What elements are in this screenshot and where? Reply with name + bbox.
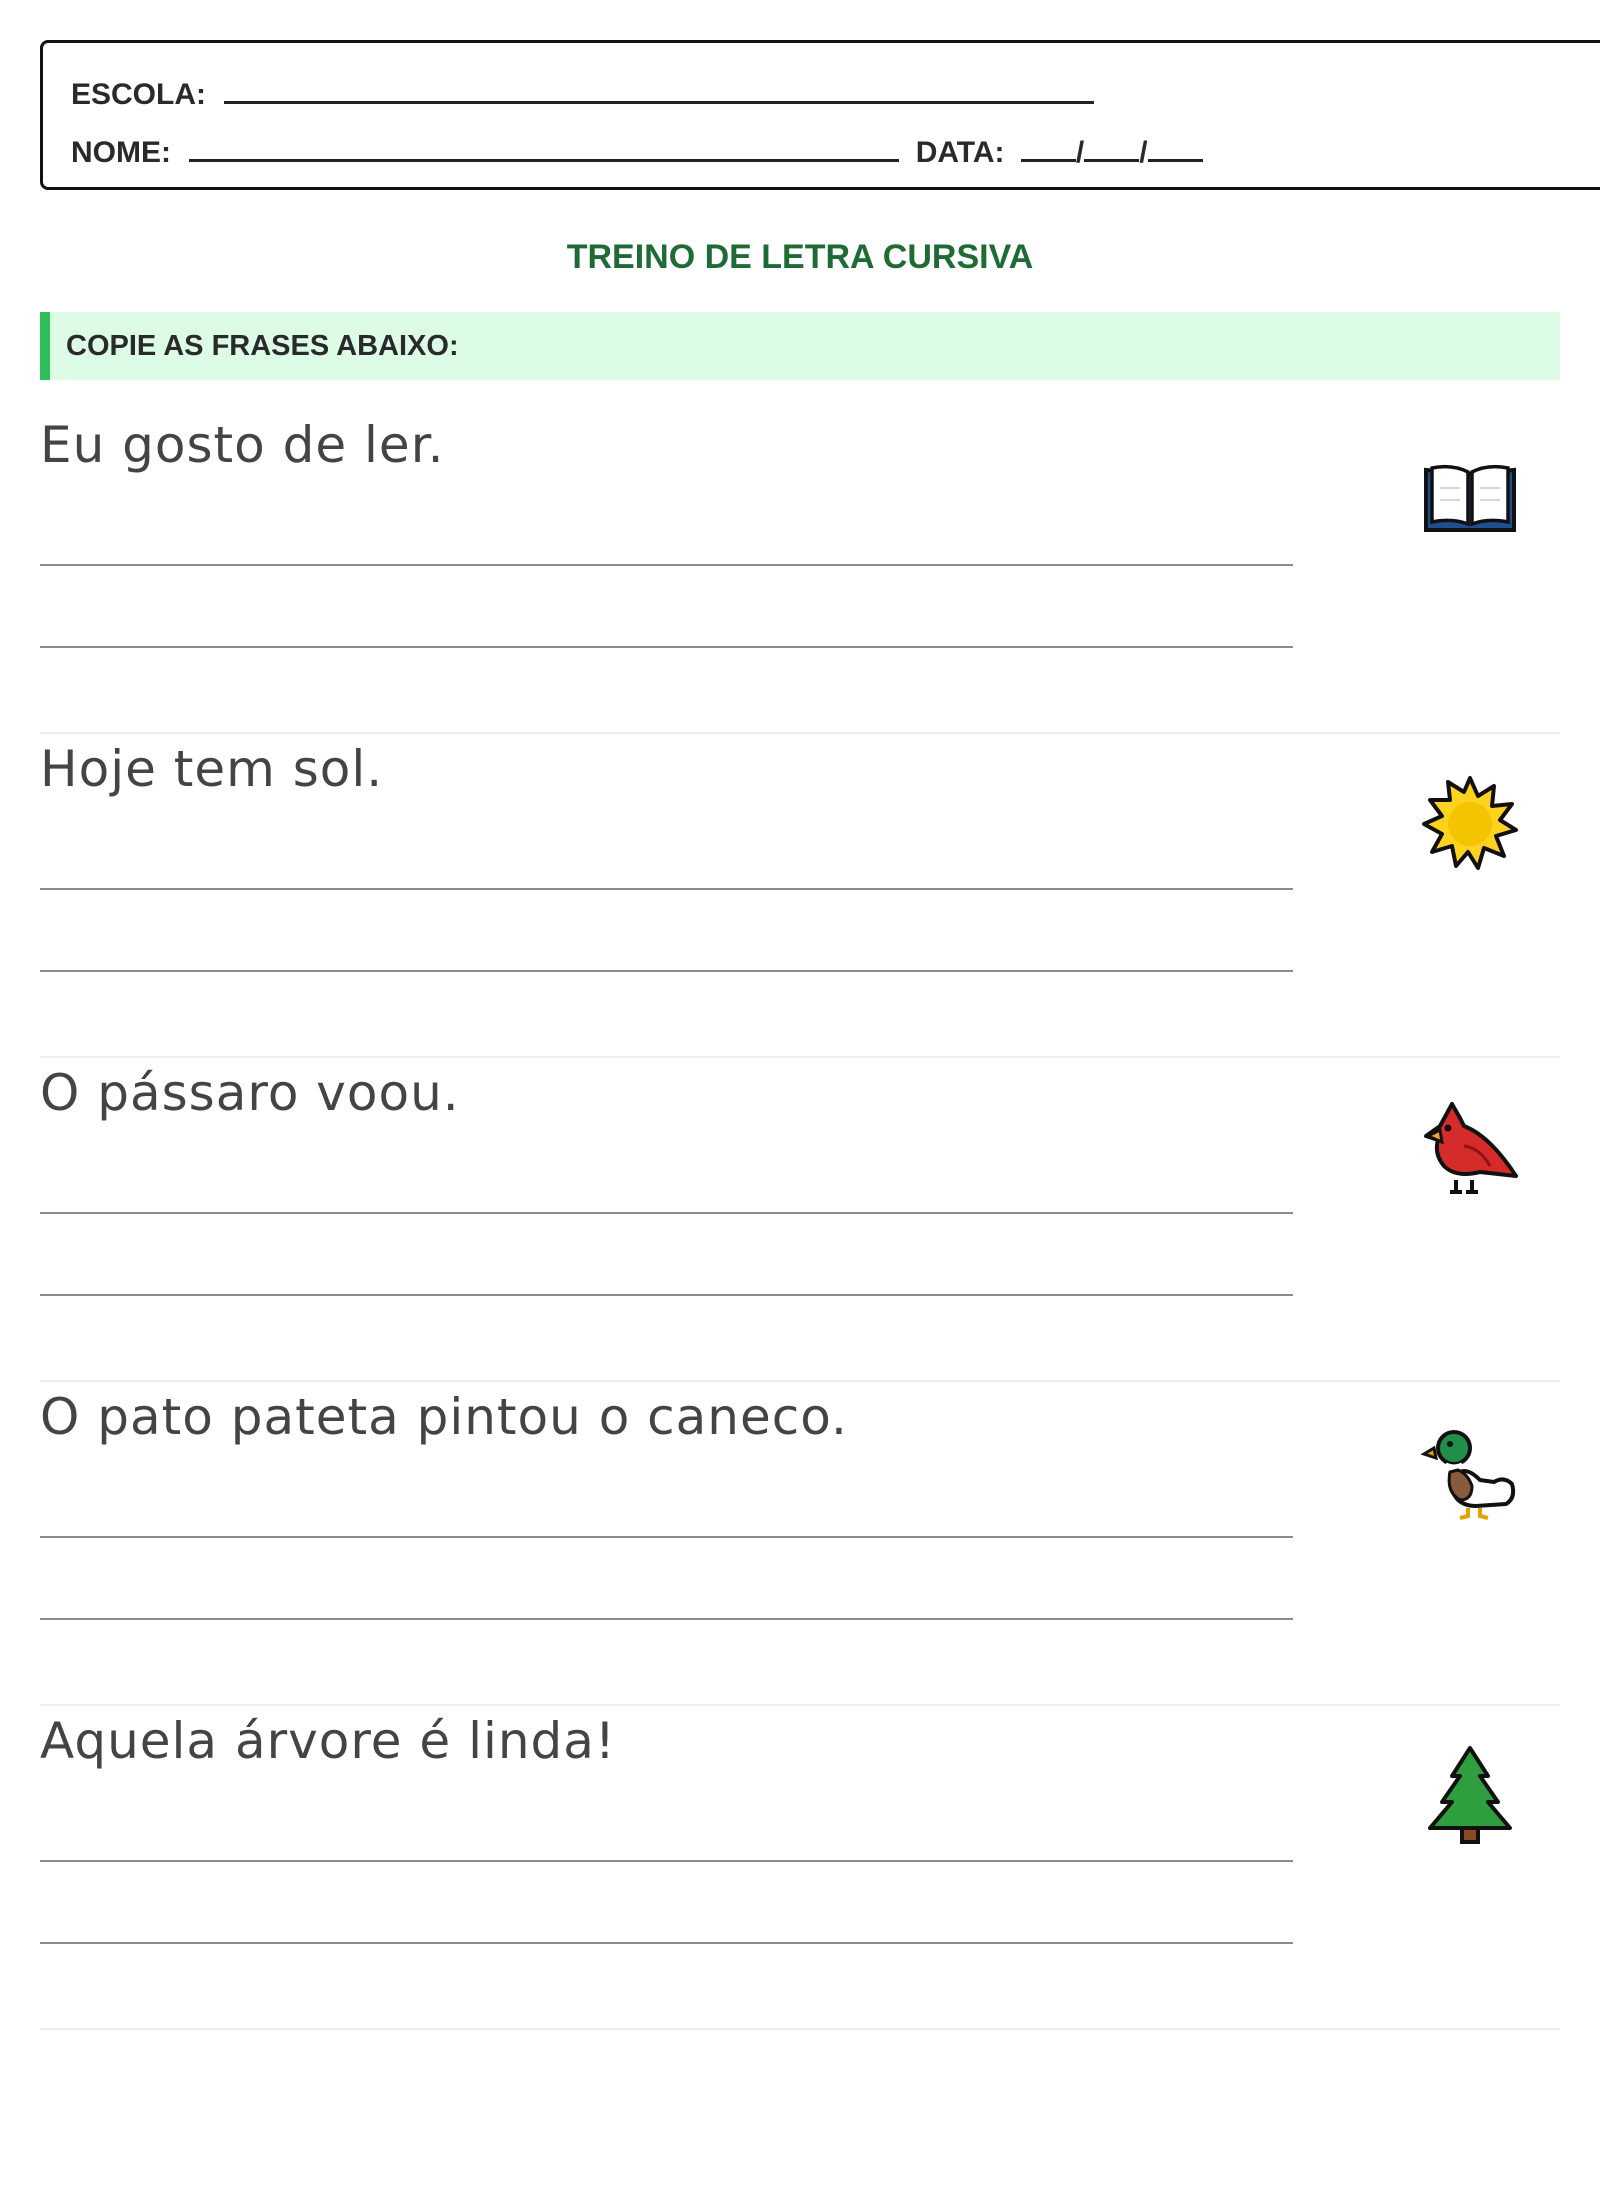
date-month-field[interactable] <box>1084 131 1139 162</box>
writing-line[interactable] <box>40 970 1293 972</box>
sun-icon <box>1420 772 1520 872</box>
exercise-item <box>40 732 1560 1058</box>
name-row <box>71 131 1203 170</box>
instruction-text: COPIE AS FRASES ABAIXO: <box>66 330 459 362</box>
bird-icon <box>1420 1096 1520 1196</box>
school-row <box>71 73 1094 112</box>
writing-line[interactable] <box>40 1536 1293 1538</box>
writing-line[interactable] <box>40 1618 1293 1620</box>
student-info-box <box>40 40 1600 190</box>
tree-icon <box>1420 1744 1520 1844</box>
sentence-text: Hoje tem sol. <box>40 740 384 798</box>
date-year-field[interactable] <box>1148 131 1203 162</box>
name-label: NOME: <box>71 136 171 169</box>
duck-icon <box>1420 1420 1520 1520</box>
instruction-banner <box>40 312 1560 380</box>
writing-line[interactable] <box>40 1212 1293 1214</box>
date-label: DATA: <box>915 136 1005 169</box>
writing-line[interactable] <box>40 1294 1293 1296</box>
school-label: ESCOLA: <box>71 78 206 111</box>
writing-line[interactable] <box>40 1860 1293 1862</box>
exercise-item <box>40 1380 1560 1706</box>
writing-line[interactable] <box>40 1942 1293 1944</box>
sentence-text: Aquela árvore é linda! <box>40 1712 616 1770</box>
exercise-item <box>40 1704 1560 2030</box>
date-day-field[interactable] <box>1021 131 1076 162</box>
writing-line[interactable] <box>40 564 1293 566</box>
sentence-text: O pássaro voou. <box>40 1064 460 1122</box>
date-separator: / <box>1139 136 1148 169</box>
writing-line[interactable] <box>40 646 1293 648</box>
sentence-text: Eu gosto de ler. <box>40 416 445 474</box>
sentence-text: O pato pateta pintou o caneco. <box>40 1388 848 1446</box>
exercise-item <box>40 1056 1560 1382</box>
name-field[interactable] <box>189 131 899 162</box>
school-field[interactable] <box>224 73 1094 104</box>
book-icon <box>1420 448 1520 548</box>
exercise-item <box>40 408 1560 734</box>
writing-line[interactable] <box>40 888 1293 890</box>
page-title: TREINO DE LETRA CURSIVA <box>566 238 1034 276</box>
date-separator: / <box>1075 136 1085 169</box>
